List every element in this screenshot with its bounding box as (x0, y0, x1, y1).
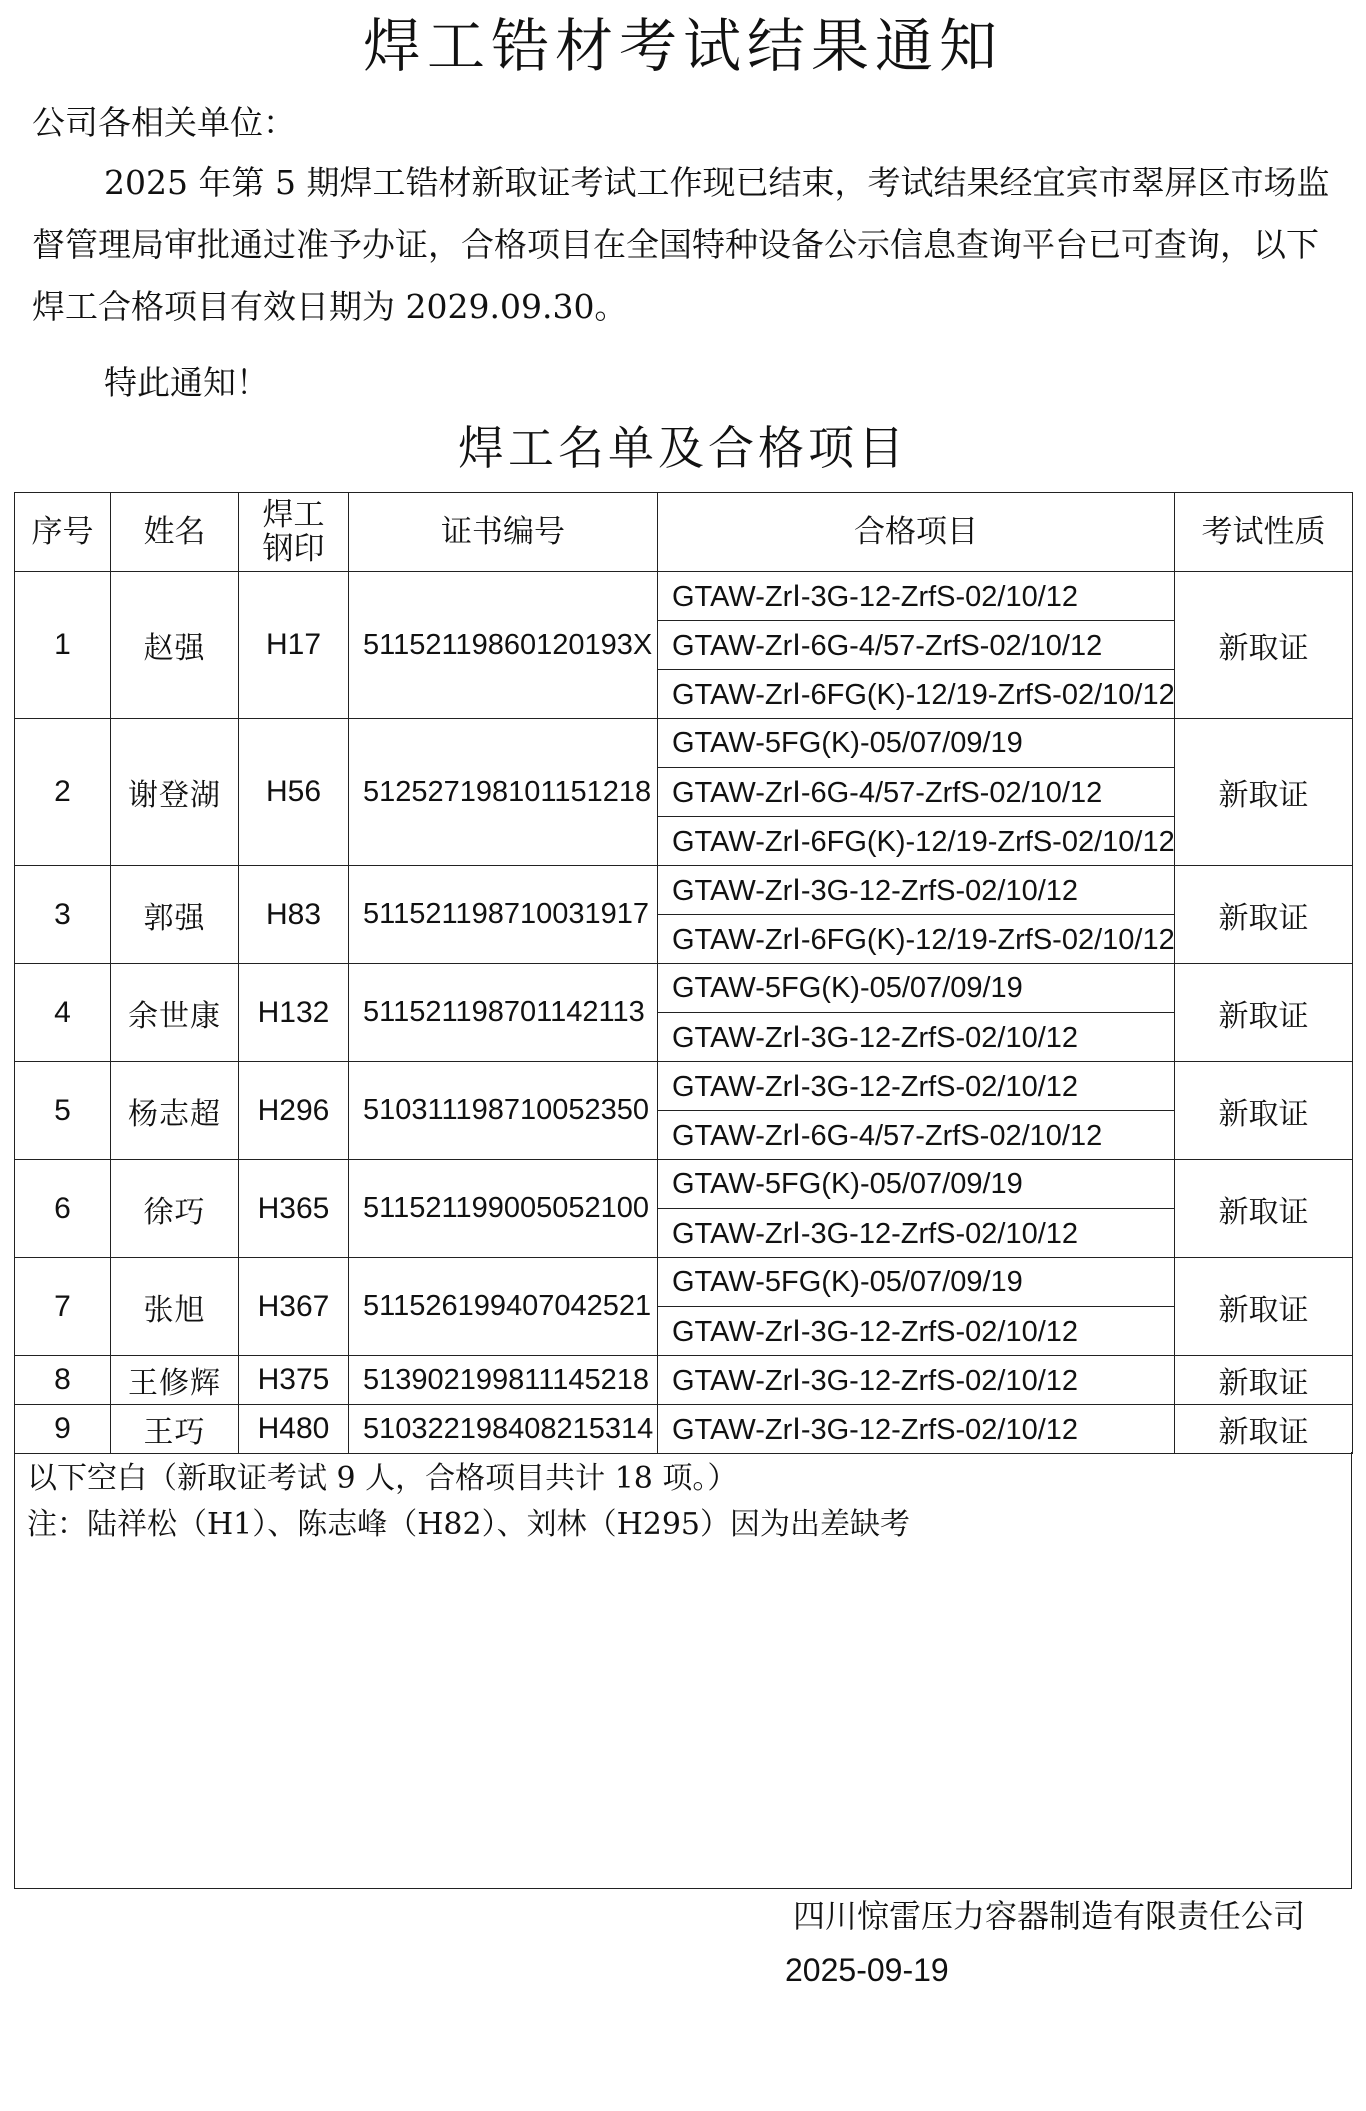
qualified-item: GTAW-ZrⅠ-6FG(K)-12/19-ZrfS-02/10/12 (658, 817, 1175, 866)
qualified-item: GTAW-ZrⅠ-6FG(K)-12/19-ZrfS-02/10/12 (658, 915, 1175, 964)
row-number: 9 (15, 1405, 111, 1454)
qualified-item: GTAW-ZrⅠ-6G-4/57-ZrfS-02/10/12 (658, 621, 1175, 670)
row-number: 7 (15, 1258, 111, 1356)
qualified-item: GTAW-ZrⅠ-3G-12-ZrfS-02/10/12 (658, 1209, 1175, 1258)
exam-type: 新取证 (1175, 1258, 1353, 1356)
qualified-item: GTAW-ZrⅠ-3G-12-ZrfS-02/10/12 (658, 1062, 1175, 1111)
exam-type: 新取证 (1175, 719, 1353, 866)
welder-name: 余世康 (111, 964, 239, 1062)
remarks-box (14, 1452, 1352, 1889)
exam-type: 新取证 (1175, 1160, 1353, 1258)
qualified-item: GTAW-ZrⅠ-3G-12-ZrfS-02/10/12 (658, 1405, 1175, 1454)
certificate-number: 512527198101151218 (349, 719, 658, 866)
row-number: 5 (15, 1062, 111, 1160)
certificate-number: 513902199811145218 (349, 1356, 658, 1405)
qualified-item: GTAW-5FG(K)-05/07/09/19 (658, 719, 1175, 768)
list-title: 焊工名单及合格项目 (458, 421, 908, 475)
welder-name: 张旭 (111, 1258, 239, 1356)
qualified-item: GTAW-ZrⅠ-6FG(K)-12/19-ZrfS-02/10/12 (658, 670, 1175, 719)
certificate-number: 510322198408215314 (349, 1405, 658, 1454)
welder-stamp: H56 (239, 719, 349, 866)
table-row (15, 1356, 1353, 1405)
exam-type: 新取证 (1175, 572, 1353, 719)
qualified-item: GTAW-5FG(K)-05/07/09/19 (658, 1160, 1175, 1209)
welder-stamp: H367 (239, 1258, 349, 1356)
results-table (14, 492, 1353, 1454)
issue-date: 2025-09-19 (785, 1952, 949, 1988)
welder-stamp: H375 (239, 1356, 349, 1405)
welder-stamp: H17 (239, 572, 349, 719)
table-row (15, 1258, 1353, 1307)
table-row (15, 866, 1353, 915)
row-number: 4 (15, 964, 111, 1062)
qualified-item: GTAW-ZrⅠ-3G-12-ZrfS-02/10/12 (658, 866, 1175, 915)
welder-name: 谢登湖 (111, 719, 239, 866)
row-number: 2 (15, 719, 111, 866)
welder-stamp: H132 (239, 964, 349, 1062)
qualified-item: GTAW-ZrⅠ-3G-12-ZrfS-02/10/12 (658, 572, 1175, 621)
table-row (15, 1160, 1353, 1209)
certificate-number: 510311198710052350 (349, 1062, 658, 1160)
qualified-item: GTAW-ZrⅠ-3G-12-ZrfS-02/10/12 (658, 1356, 1175, 1405)
header-no: 序号 (15, 493, 111, 572)
exam-type: 新取证 (1175, 866, 1353, 964)
exam-type: 新取证 (1175, 1062, 1353, 1160)
certificate-number: 511521198701142113 (349, 964, 658, 1062)
remark-summary: 以下空白（新取证考试 9 人，合格项目共计 18 项。） (27, 1461, 738, 1496)
table-row (15, 572, 1353, 621)
welder-stamp: H480 (239, 1405, 349, 1454)
notice-line: 特此通知！ (104, 363, 269, 402)
qualified-item: GTAW-ZrⅠ-6G-4/57-ZrfS-02/10/12 (658, 1111, 1175, 1160)
row-number: 6 (15, 1160, 111, 1258)
qualified-item: GTAW-ZrⅠ-3G-12-ZrfS-02/10/12 (658, 1307, 1175, 1356)
body-paragraph: 2025 年第 5 期焊工锆材新取证考试工作现已结束，考试结果经宜宾市翠屏区市场监督管理局审批通过准予办证，合格项目在全国特种设备公示信息查询平台已可查询，以下焊工合格项目有效日期为 2029.09.30。 (32, 163, 1330, 326)
row-number: 3 (15, 866, 111, 964)
exam-type: 新取证 (1175, 1405, 1353, 1454)
header-name: 姓名 (111, 493, 239, 572)
welder-stamp: H296 (239, 1062, 349, 1160)
certificate-number: 511526199407042521 (349, 1258, 658, 1356)
table-header-row (15, 493, 1353, 572)
document-title: 焊工锆材考试结果通知 (362, 12, 1003, 80)
header-stamp-label: 焊工钢印 (262, 497, 325, 567)
certificate-number: 51152119860120193X (349, 572, 658, 719)
table-row (15, 1405, 1353, 1454)
table-row (15, 1062, 1353, 1111)
welder-name: 杨志超 (111, 1062, 239, 1160)
welder-name: 赵强 (111, 572, 239, 719)
table-row (15, 719, 1353, 768)
qualified-item: GTAW-5FG(K)-05/07/09/19 (658, 1258, 1175, 1307)
welder-name: 徐巧 (111, 1160, 239, 1258)
row-number: 8 (15, 1356, 111, 1405)
qualified-item: GTAW-5FG(K)-05/07/09/19 (658, 964, 1175, 1013)
header-cert: 证书编号 (349, 493, 658, 572)
welder-stamp: H365 (239, 1160, 349, 1258)
certificate-number: 511521198710031917 (349, 866, 658, 964)
welder-name: 郭强 (111, 866, 239, 964)
remark-note: 注：陆祥松（H1）、陈志峰（H82）、刘林（H295）因为出差缺考 (27, 1507, 911, 1542)
qualified-item: GTAW-ZrⅠ-6G-4/57-ZrfS-02/10/12 (658, 768, 1175, 817)
table-body (15, 572, 1353, 1454)
welder-name: 王巧 (111, 1405, 239, 1454)
qualified-item: GTAW-ZrⅠ-3G-12-ZrfS-02/10/12 (658, 1013, 1175, 1062)
exam-type: 新取证 (1175, 964, 1353, 1062)
welder-name: 王修辉 (111, 1356, 239, 1405)
exam-type: 新取证 (1175, 1356, 1353, 1405)
header-stamp (239, 493, 349, 572)
salutation: 公司各相关单位： (32, 103, 296, 142)
row-number: 1 (15, 572, 111, 719)
header-items: 合格项目 (658, 493, 1175, 572)
certificate-number: 511521199005052100 (349, 1160, 658, 1258)
welder-stamp: H83 (239, 866, 349, 964)
table-row (15, 964, 1353, 1013)
company-name: 四川惊雷压力容器制造有限责任公司 (793, 1897, 1306, 1935)
header-type: 考试性质 (1175, 493, 1353, 572)
